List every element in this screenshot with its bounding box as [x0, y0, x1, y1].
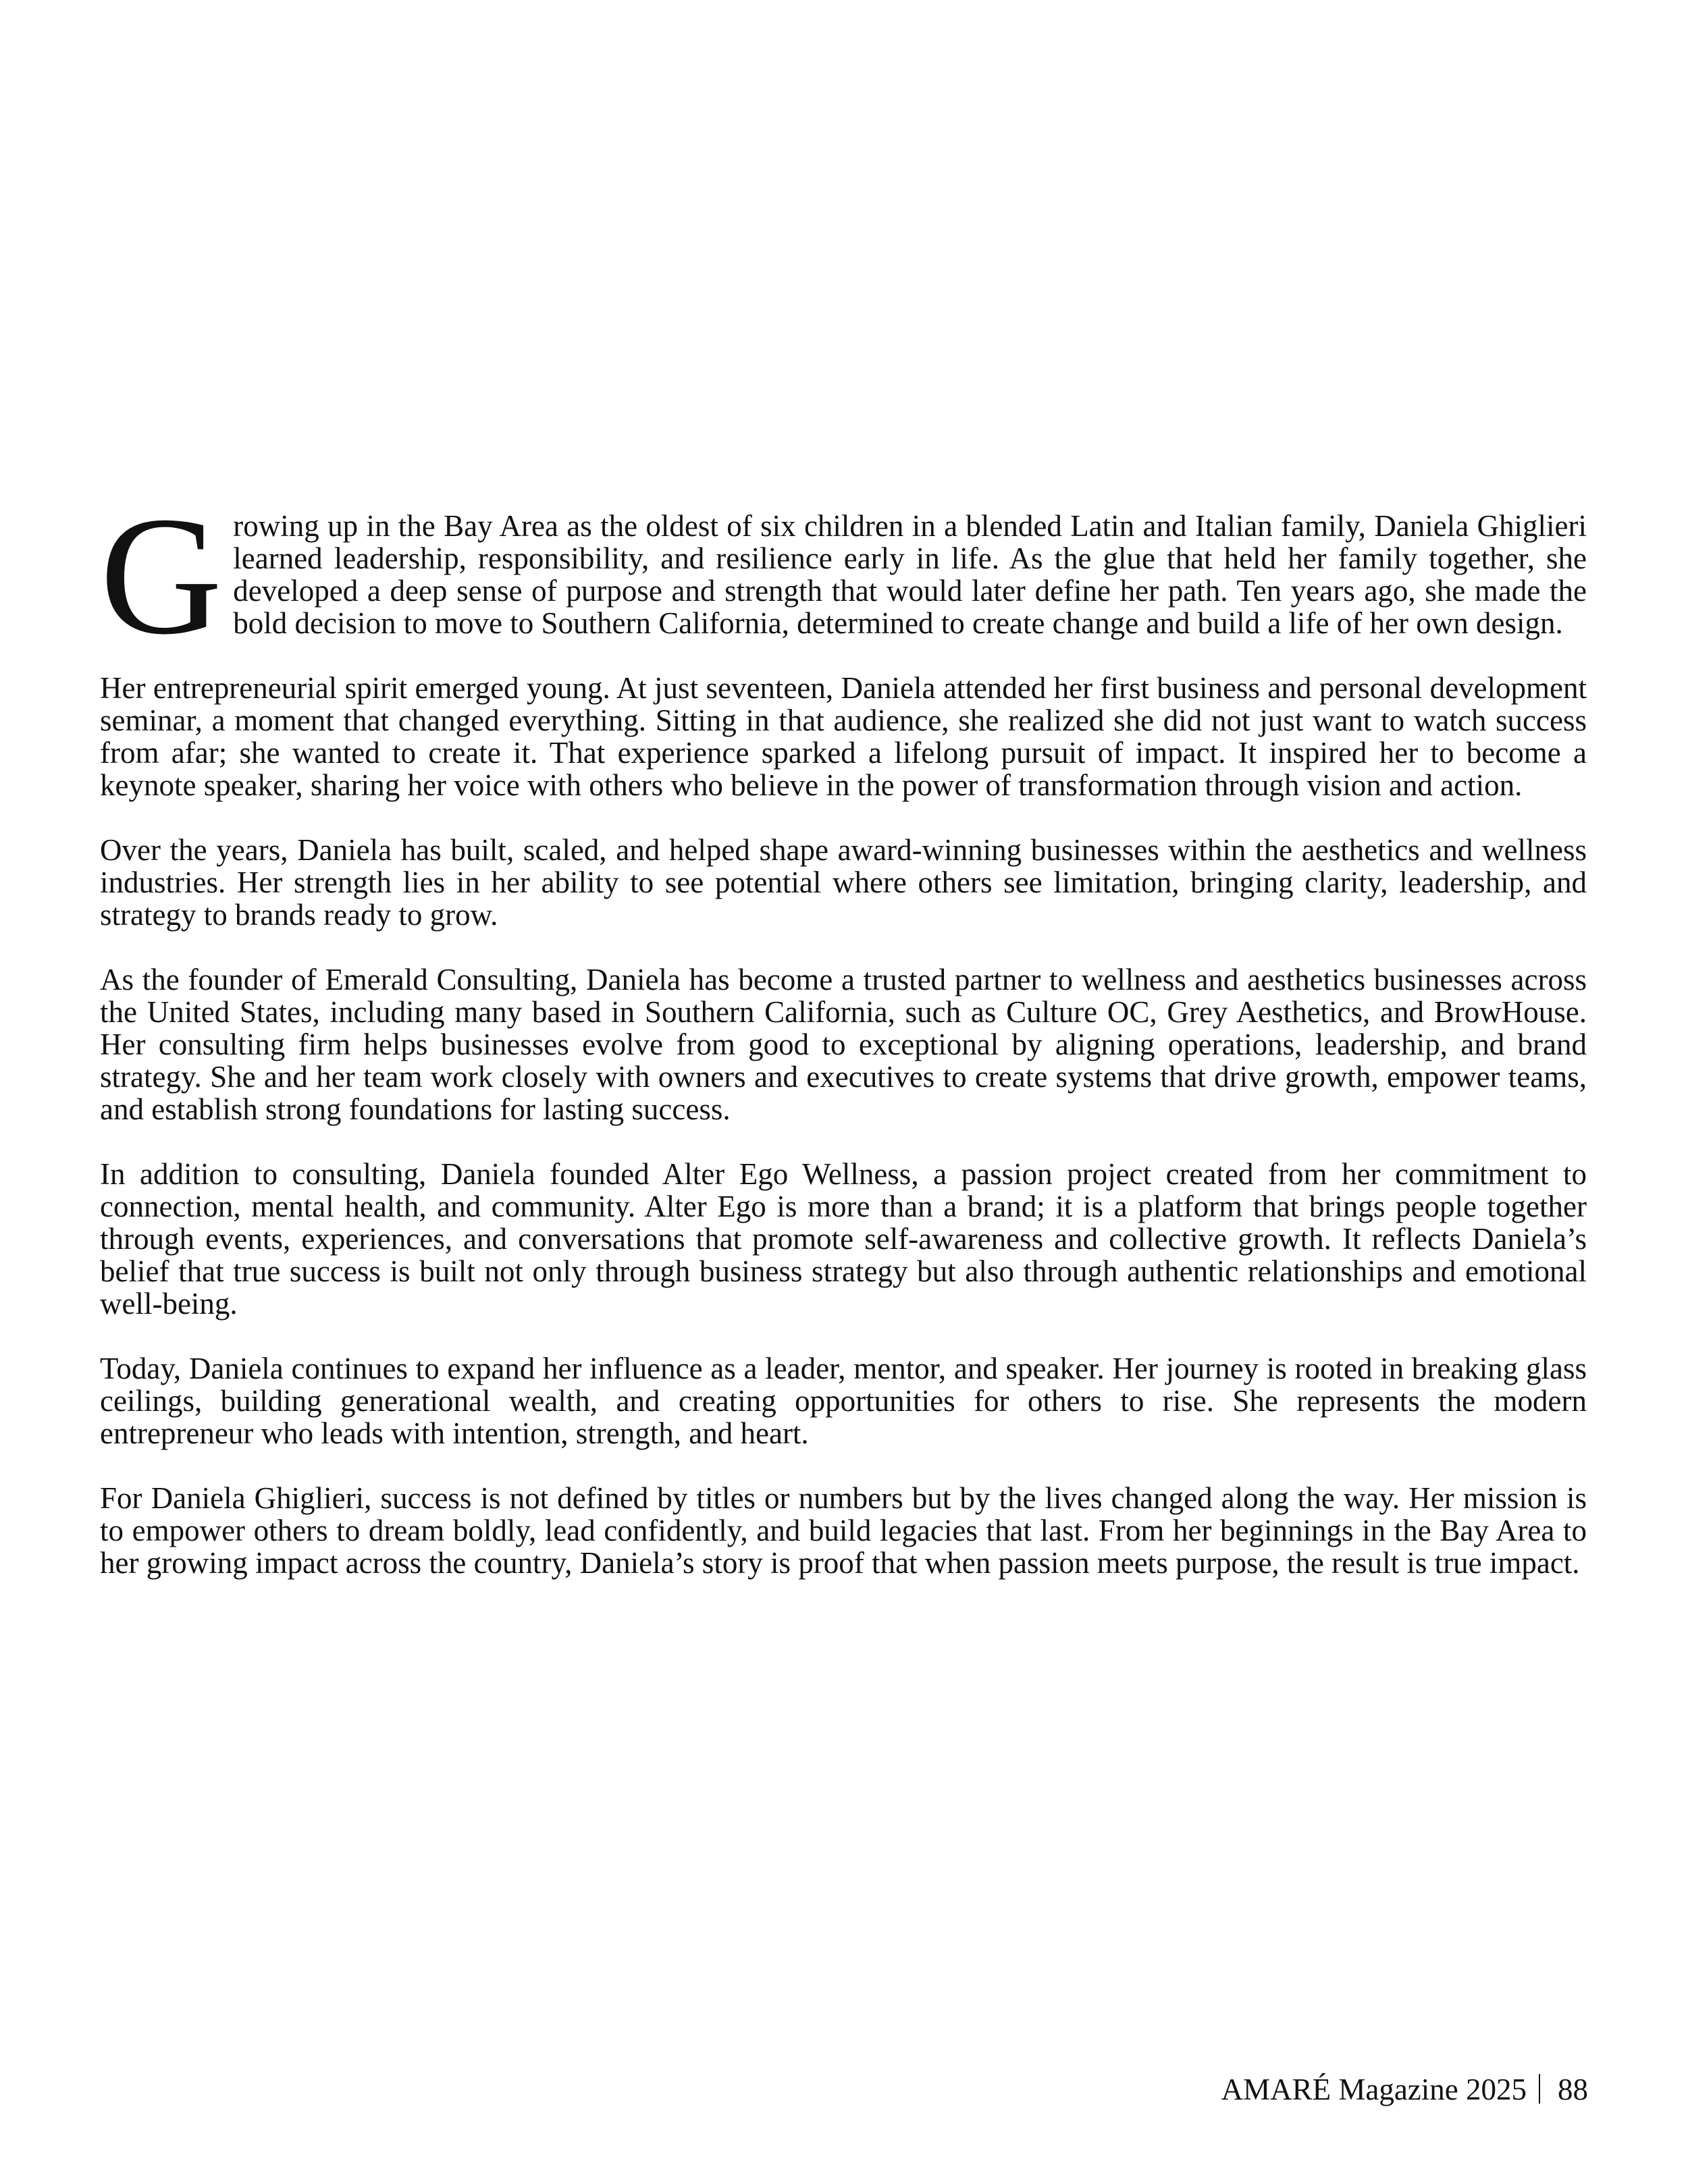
- drop-cap: G: [100, 482, 223, 670]
- article-paragraph-2: Her entrepreneurial spirit emerged young. At just seventeen, Daniela attended her first business and personal development seminar, a moment that changed everything. Sitting in that audience, she realized she did not just want to watch success from afar; she wanted to create it. That experience sparked a lifelong pursuit of impact. It inspired her to become a keynote speaker, sharing her voice with others who believe in the power of transformation through vision and action.: [100, 671, 1587, 802]
- article-body: [100, 482, 1587, 1612]
- article-paragraph-7: For Daniela Ghiglieri, success is not defined by titles or numbers but by the lives changed along the way. Her mission is to empower others to dream boldly, lead confidently, and build legacies that last. From her beginnings in the Bay Area to her growing impact across the country, Daniela’s story is proof that when passion meets purpose, the result is true impact.: [100, 1481, 1587, 1580]
- article-paragraph-3: Over the years, Daniela has built, scaled, and helped shape award-winning businesses within the aesthetics and wellness industries. Her strength lies in her ability to see potential where others see limitation, bringing clarity, leadership, and strategy to brands ready to grow.: [100, 833, 1587, 932]
- publication-name: AMARÉ Magazine 2025: [1221, 2073, 1527, 2106]
- article-paragraph-6: Today, Daniela continues to expand her influence as a leader, mentor, and speaker. Her journey is rooted in breaking glass ceilings, building generational wealth, and creating opportunities for others to rise. She represents the modern entrepreneur who leads with intention, strength, and heart.: [100, 1352, 1587, 1450]
- paragraph-text: rowing up in the Bay Area as the oldest of six children in a blended Latin and Italian family, Daniela Ghiglieri learned leadership, responsibility, and resilience early in life. As the glue that held her family together, she developed a deep sense of purpose and strength that would later define her path. Ten years ago, she made the bold decision to move to Southern California, determined to create change and build a life of her own design.: [233, 509, 1587, 640]
- article-paragraph-1: [100, 482, 1587, 670]
- footer-divider: [1539, 2074, 1540, 2104]
- article-paragraph-4: As the founder of Emerald Consulting, Daniela has become a trusted partner to wellness and aesthetics businesses across the United States, including many based in Southern California, such as Culture OC, Grey Aesthetics, and BrowHouse. Her consulting firm helps businesses evolve from good to exceptional by aligning operations, leadership, and brand strategy. She and her team work closely with owners and executives to create systems that drive growth, empower teams, and establish strong foundations for lasting success.: [100, 963, 1587, 1126]
- page-footer: [1221, 2072, 1588, 2107]
- page-number: 88: [1558, 2073, 1588, 2106]
- article-paragraph-5: In addition to consulting, Daniela founded Alter Ego Wellness, a passion project created from her commitment to connection, mental health, and community. Alter Ego is more than a brand; it is a platform that brings people together through events, experiences, and conversations that promote self-awareness and collective growth. It reflects Daniela’s belief that true success is built not only through business strategy but also through authentic relationships and emotional well-being.: [100, 1157, 1587, 1321]
